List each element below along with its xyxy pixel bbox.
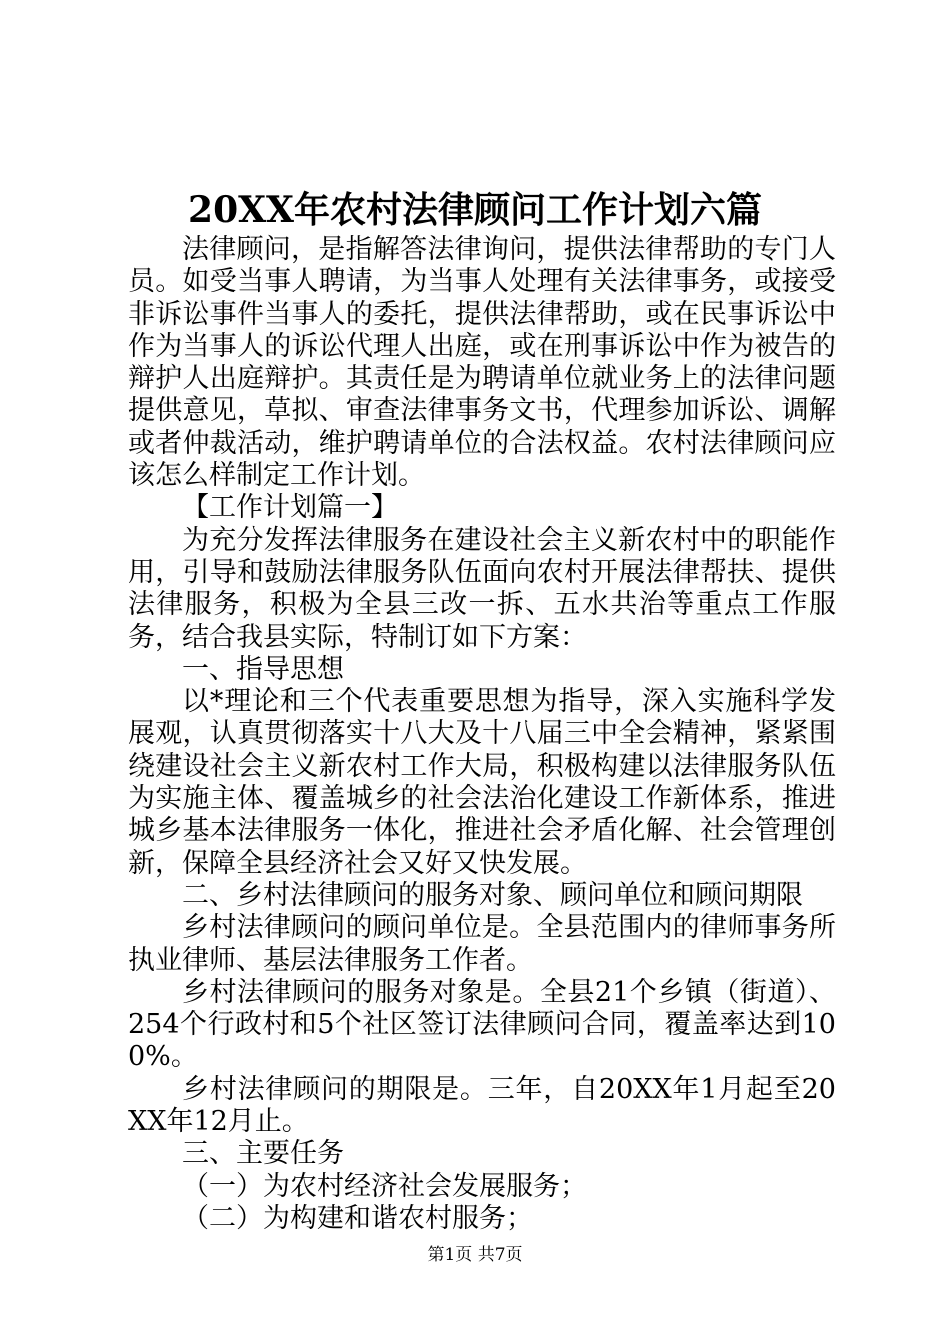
document-body: [128, 234, 836, 1235]
heading-service-scope: 二、乡村法律顾问的服务对象、顾问单位和顾问期限: [182, 879, 803, 911]
paragraph-purpose: 为充分发挥法律服务在建设社会主义新农村中的职能作用，引导和鼓励法律服务队伍面向农村开展法律帮扶、提供法律服务，积极为全县三改一拆、五水共治等重点工作服务，结合我县实际，特制订如下方案：: [128, 524, 836, 653]
paragraph-term: 乡村法律顾问的期限是。三年，自20XX年1月起至20XX年12月止。: [128, 1073, 836, 1138]
paragraph-advisor-units: 乡村法律顾问的顾问单位是。全县范围内的律师事务所执业律师、基层法律服务工作者。: [128, 912, 836, 976]
page-footer: 第1页 共7页: [427, 1245, 523, 1265]
paragraph-service-targets: 乡村法律顾问的服务对象是。全县21个乡镇（街道）、254个行政村和5个社区签订法律顾问合同，覆盖率达到100%。: [128, 976, 836, 1073]
document-title: 20XX年农村法律顾问工作计划六篇: [188, 189, 762, 231]
heading-guiding-thought: 一、指导思想: [182, 653, 344, 685]
section-heading-plan-one: 【工作计划篇一】: [182, 492, 398, 524]
task-item-one: （一）为农村经济社会发展服务；: [182, 1170, 587, 1202]
paragraph-intro: 法律顾问，是指解答法律询问，提供法律帮助的专门人员。如受当事人聘请，为当事人处理有关法律事务，或接受非诉讼事件当事人的委托，提供法律帮助，或在民事诉讼中作为当事人的诉讼代理人出庭，或在刑事诉讼中作为被告的辩护人出庭辩护。其责任是为聘请单位就业务上的法律问题提供意见，草拟、审查法律事务文书，代理参加诉讼、调解或者仲裁活动，维护聘请单位的合法权益。农村法律顾问应该怎么样制定工作计划。: [128, 234, 836, 492]
heading-main-tasks: 三、主要任务: [182, 1138, 344, 1170]
task-item-two: （二）为构建和谐农村服务；: [182, 1202, 533, 1234]
paragraph-guiding-thought: 以*理论和三个代表重要思想为指导，深入实施科学发展观，认真贯彻落实十八大及十八届三中全会精神，紧紧围绕建设社会主义新农村工作大局，积极构建以法律服务队伍为实施主体、覆盖城乡的社会法治化建设工作新体系，推进城乡基本法律服务一体化，推进社会矛盾化解、社会管理创新，保障全县经济社会又好又快发展。: [128, 686, 836, 879]
